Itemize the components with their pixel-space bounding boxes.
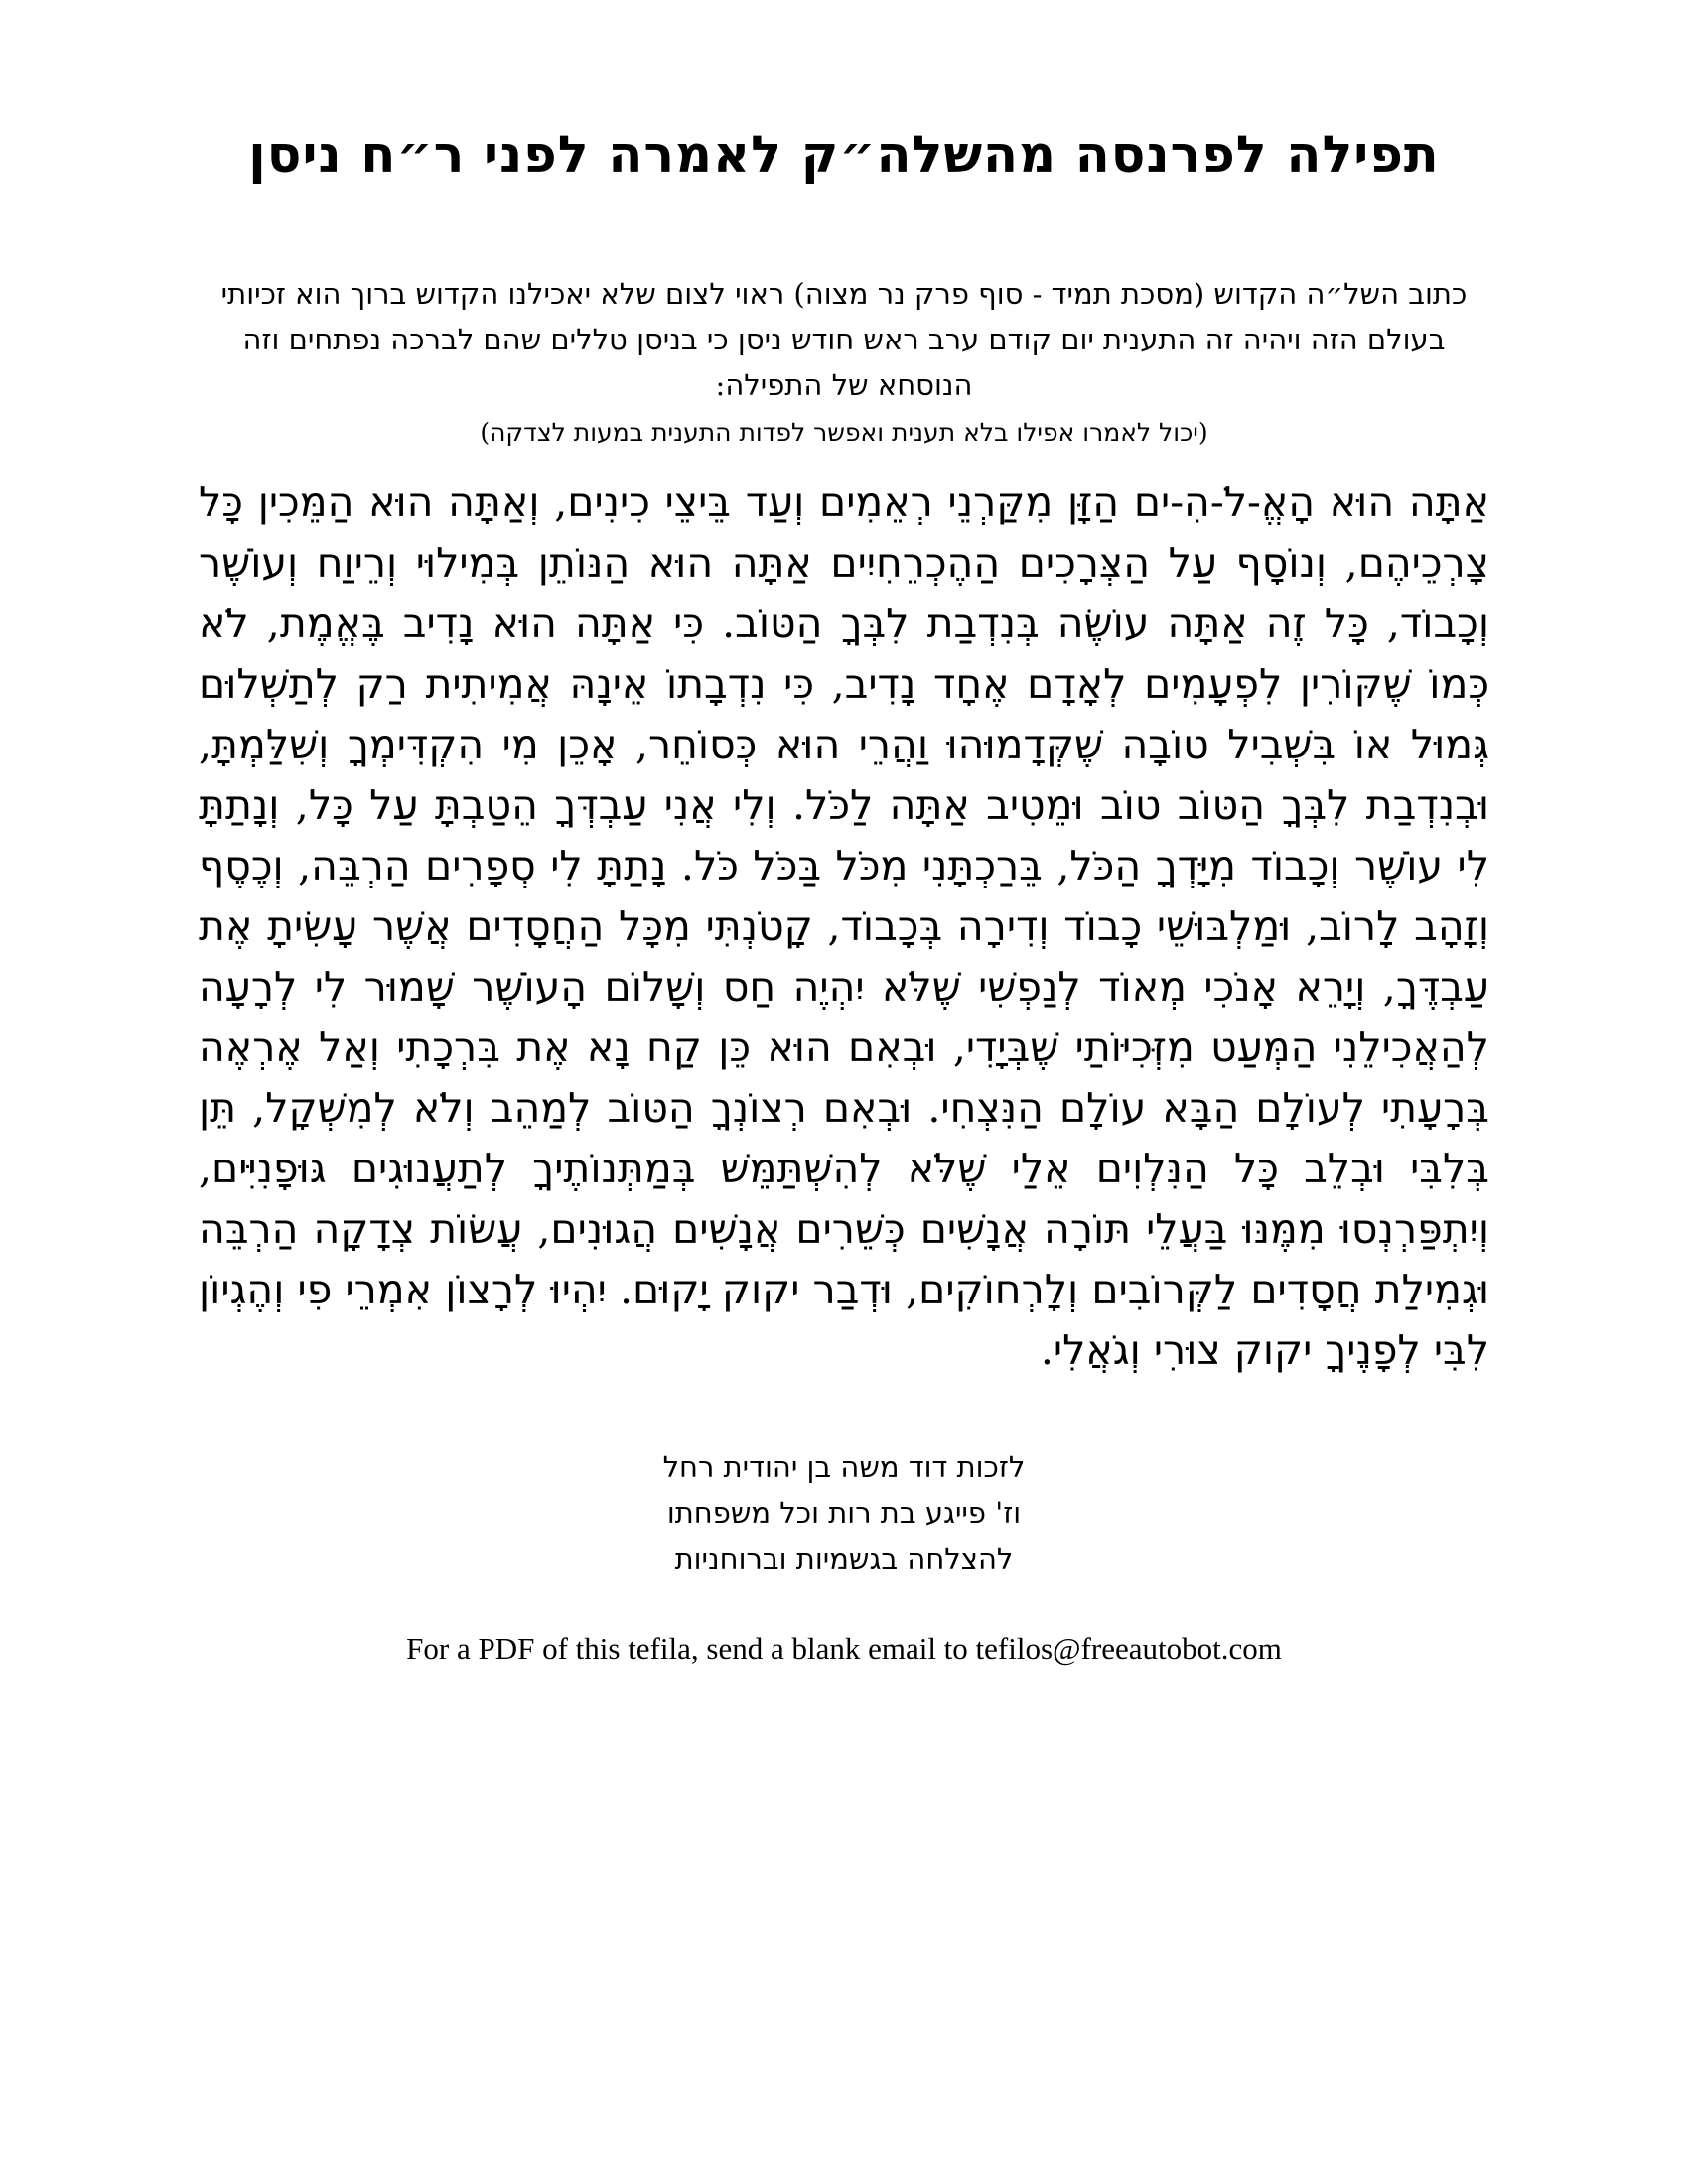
footer-pdf-instruction: For a PDF of this tefila, send a blank email to tefilos@freeautobot.com xyxy=(406,1631,1282,1667)
dedication-line-1: לזכות דוד משה בן יהודית רחל xyxy=(662,1450,1026,1485)
prayer-text: אַתָּה הוּא הָאֱ-לֹ-הִ-ים הַזָּן מִקַּרְנֵי רְאֵמִים וְעַד בֵּיצֵי כִינִים, וְאַתָּה הוּא הַמֵּכִין כָּל צָרְכֵיהֶם, וְנוֹסָף עַל הַצְּרָכִים הַהֶכְרֵחִיִים אַתָּה הוּא הַנּוֹתֵן בְּמִילוּי וְרֵיוַח וְעוֹשֶׁר וְכָבוֹד, כָּל זֶה אַתָּה עוֹשֶׂה בְּנִדְבַת לִבְּךָ הַטּוֹב. כִּי אַתָּה הוּא נָדִיב בֶּאֱמֶת, לֹא כְּמוֹ שֶׁקּוֹרִין לִפְעָמִים לְאָדָם אֶחָד נָדִיב, כִּי נִדְבָתוֹ אֵינָהּ אֲמִיתִית רַק לְתַשְׁלוּם גְּמוּל אוֹ בִּשְׁבִיל טוֹבָה שֶׁקְּדָמוּהוּ וַהֲרֵי הוּא כְּסוֹחֵר, אָכֵן מִי הִקְדִּימְךָ וְשִׁלַּמְתָּ, וּבְנִדְבַת לִבְּךָ הַטּוֹב טוֹב וּמֵטִיב אַתָּה לַכֹּל. וְלִי אֲנִי עַבְדְּךָ הֵטַבְתָּ עַל כָּל, וְנָתַתָּ לִי עוֹשֶׁר וְכָבוֹד מִיָּדְךָ הַכֹּל, בֵּרַכְתָּנִי מִכֹּל בַּכֹּל כֹּל. נָתַתָּ לִי סְפָרִים הַרְבֵּה, וְכֶסֶף וְזָהָב לָרוֹב, וּמַלְבּוּשֵׁי כָבוֹד וְדִירָה בְּכָבוֹד, קָטֹנְתִּי מִכָּל הַחֲסָדִים אֲשֶׁר עָשִׂיתָ אֶת עַבְדֶּךָ, וְיָרֵא אָנֹכִי מְאוֹד לְנַפְשִׁי שֶׁלֹּא יִהְיֶה חַס וְשָׁלוֹם הָעוֹשֶׁר שָׁמוּר לִי לְרָעָה לְהַאֲכִילֵנִי הַמְּעַט מִזְּכִיּוֹתַי שֶׁבְּיָדִי, וּבְאִם הוּא כֵּן קַח נָא אֶת בִּרְכָתִי וְאַל אֶרְאֶה בְּרָעָתִי לְעוֹלָם הַבָּא עוֹלָם הַנִּצְחִי. וּבְאִם רְצוֹנְךָ הַטּוֹב לְמַהֵב וְלֹא לְמִשְׁקָל, תֵּן בְּלִבִּי וּבְלֵב כָּל הַנִּלְוִים אֵלַי שֶׁלֹּא לְהִשְׁתַּמֵּשׁ בְּמַתְּנוֹתֶיךָ לְתַעֲנוּגִים גּוּפָנִיִּים, וְיִתְפַּרְנְסוּ מִמֶּנּוּ בַּעֲלֵי תּוֹרָה אֲנָשִׁים כְּשֵׁרִים אֲנָשִׁים הֲגוּנִים, עֲשׂוֹת צְדָקָה הַרְבֵּה וּגְמִילַת חֲסָדִים לַקְּרוֹבִים וְלָרְחוֹקִים, וּדְבַר יקוק יָקוּם. יִהְיוּ לְרָצוֹן אִמְרֵי פִי וְהֶגְיוֹן לִבִּי לְפָנֶיךָ יקוק צוּרִי וְגֹאֲלִי. xyxy=(199,478,1489,1375)
dedication-line-3: להצלחה בגשמיות וברוחניות xyxy=(674,1542,1014,1576)
dedication-line-2: וז' פייגע בת רות וכל משפחתו xyxy=(666,1496,1022,1531)
fast-exemption-note: (יכול לאמרו אפילו בלא תענית ואפשר לפדות התענית במעות לצדקה) xyxy=(480,418,1208,448)
document-title: תפילה לפרנסה מהשלה״ק לאמרה לפני ר״ח ניסן xyxy=(248,125,1440,185)
intro-paragraph: כתוב השל״ה הקדוש (מסכת תמיד - סוף פרק נר מצוה) ראוי לצום שלא יאכילנו הקדוש ברוך הוא זכיותי בעולם הזה ויהיה זה התענית יום קודם ערב ראש חודש ניסן כי בניסן טללים שהם לברכה נפתחים וזה הנוסחא של התפילה: xyxy=(220,277,1468,402)
page-content xyxy=(199,125,1489,1667)
dedication-block xyxy=(199,1444,1489,1581)
